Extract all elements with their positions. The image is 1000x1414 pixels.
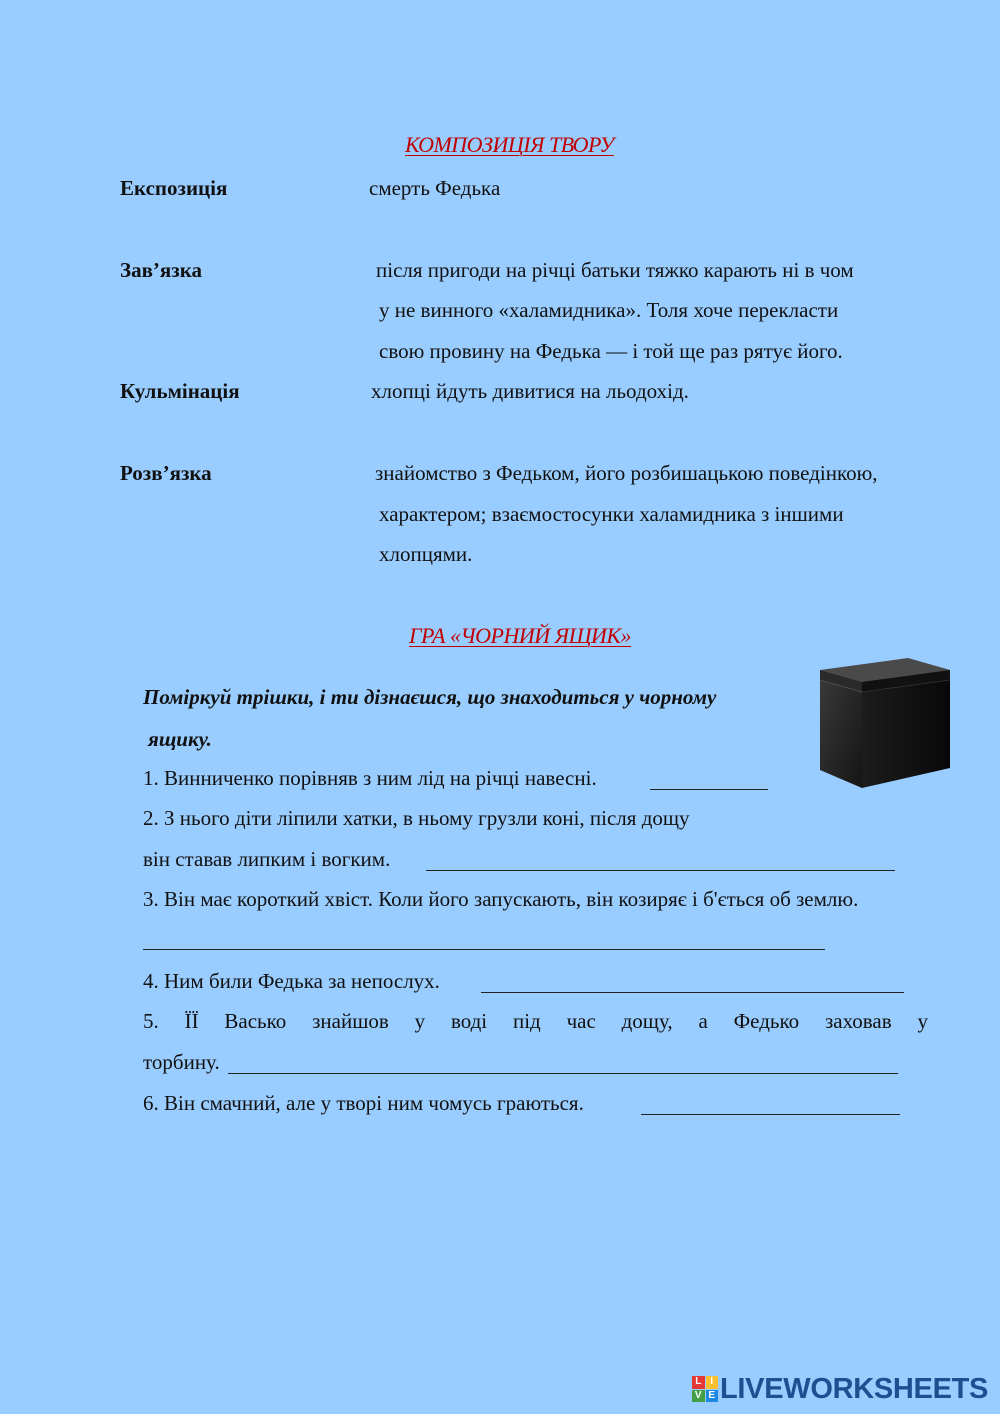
black-box-icon [812, 652, 954, 794]
question-5-word: під [512, 1009, 541, 1033]
question-2: 2. З нього діти ліпили хатки, в ньому грузли коні, після дощу [143, 806, 690, 830]
question-1: 1. Винниченко порівняв з ним лід на річці навесні. [143, 766, 597, 790]
label-rozvyazka: Розв’язка [120, 461, 212, 485]
label-zavyazka: Зав’язка [120, 258, 203, 282]
answer-6-field[interactable] [641, 1114, 900, 1115]
question-5-word: у [917, 1009, 928, 1033]
question-5 [143, 1009, 928, 1034]
question-5-word: дощу, [621, 1009, 673, 1033]
label-exposition: Експозиція [120, 176, 228, 200]
question-5-word: заховав [824, 1009, 892, 1033]
section-title-black-box: ГРА «ЧОРНИЙ ЯЩИК» [409, 623, 632, 648]
def-zavyazka-line: після пригоди на річці батьки тяжко карають ні в чом [376, 258, 854, 282]
question-5-word: знайшов [312, 1009, 389, 1033]
question-5-word: Федько [733, 1009, 800, 1033]
question-6: 6. Він смачний, але у творі ним чомусь граються. [143, 1091, 584, 1115]
logo-letter: E [706, 1390, 719, 1403]
answer-4-field[interactable] [481, 992, 904, 993]
question-5: торбину. [143, 1050, 220, 1074]
logo-letter: V [692, 1390, 705, 1403]
answer-2-field[interactable] [426, 870, 895, 871]
question-5-word: у [414, 1009, 426, 1033]
def-zavyazka-line: свою провину на Федька — і той ще раз рятує його. [379, 339, 843, 363]
question-2: він ставав липким і вогким. [143, 847, 391, 871]
def-rozvyazka-line: хлопцями. [379, 542, 473, 566]
answer-5-field[interactable] [228, 1073, 898, 1074]
def-exposition-line: смерть Федька [369, 176, 501, 200]
black-box-image [812, 652, 954, 794]
answer-1-field[interactable] [650, 789, 768, 790]
logo-letter: I [706, 1376, 719, 1389]
liveworksheets-logo-icon [692, 1376, 718, 1402]
answer-3-field[interactable] [143, 949, 825, 950]
question-5-word: Васько [224, 1009, 287, 1033]
question-5-word: воді [450, 1009, 488, 1033]
question-5-word: а [698, 1009, 708, 1033]
def-zavyazka-line: у не винного «халамидника». Толя хоче перекласти [379, 298, 839, 322]
liveworksheets-logo[interactable] [692, 1374, 988, 1404]
def-climax-line: хлопці йдуть дивитися на льодохід. [371, 379, 689, 403]
logo-letter: L [692, 1376, 705, 1389]
def-rozvyazka-line: характером; взаємостосунки халамидника з іншими [379, 502, 844, 526]
logo-text: LIVEWORKSHEETS [720, 1372, 989, 1405]
intro-text: Поміркуй трішки, і ти дізнаєшся, що знаходиться у чорному [143, 685, 717, 709]
label-climax: Кульмінація [120, 379, 240, 403]
def-rozvyazka-line: знайомство з Федьком, його розбишацькою поведінкою, [375, 461, 878, 485]
question-3: 3. Він має короткий хвіст. Коли його запускають, він козиряє і б'ється об землю. [143, 887, 859, 911]
section-title-composition: КОМПОЗИЦІЯ ТВОРУ [405, 132, 614, 157]
question-4: 4. Ним били Федька за непослух. [143, 969, 440, 993]
question-5-word: 5. [143, 1009, 159, 1033]
question-5-word: час [566, 1009, 596, 1033]
intro-text: ящику. [148, 727, 212, 751]
question-5-word: ЇЇ [184, 1009, 199, 1033]
